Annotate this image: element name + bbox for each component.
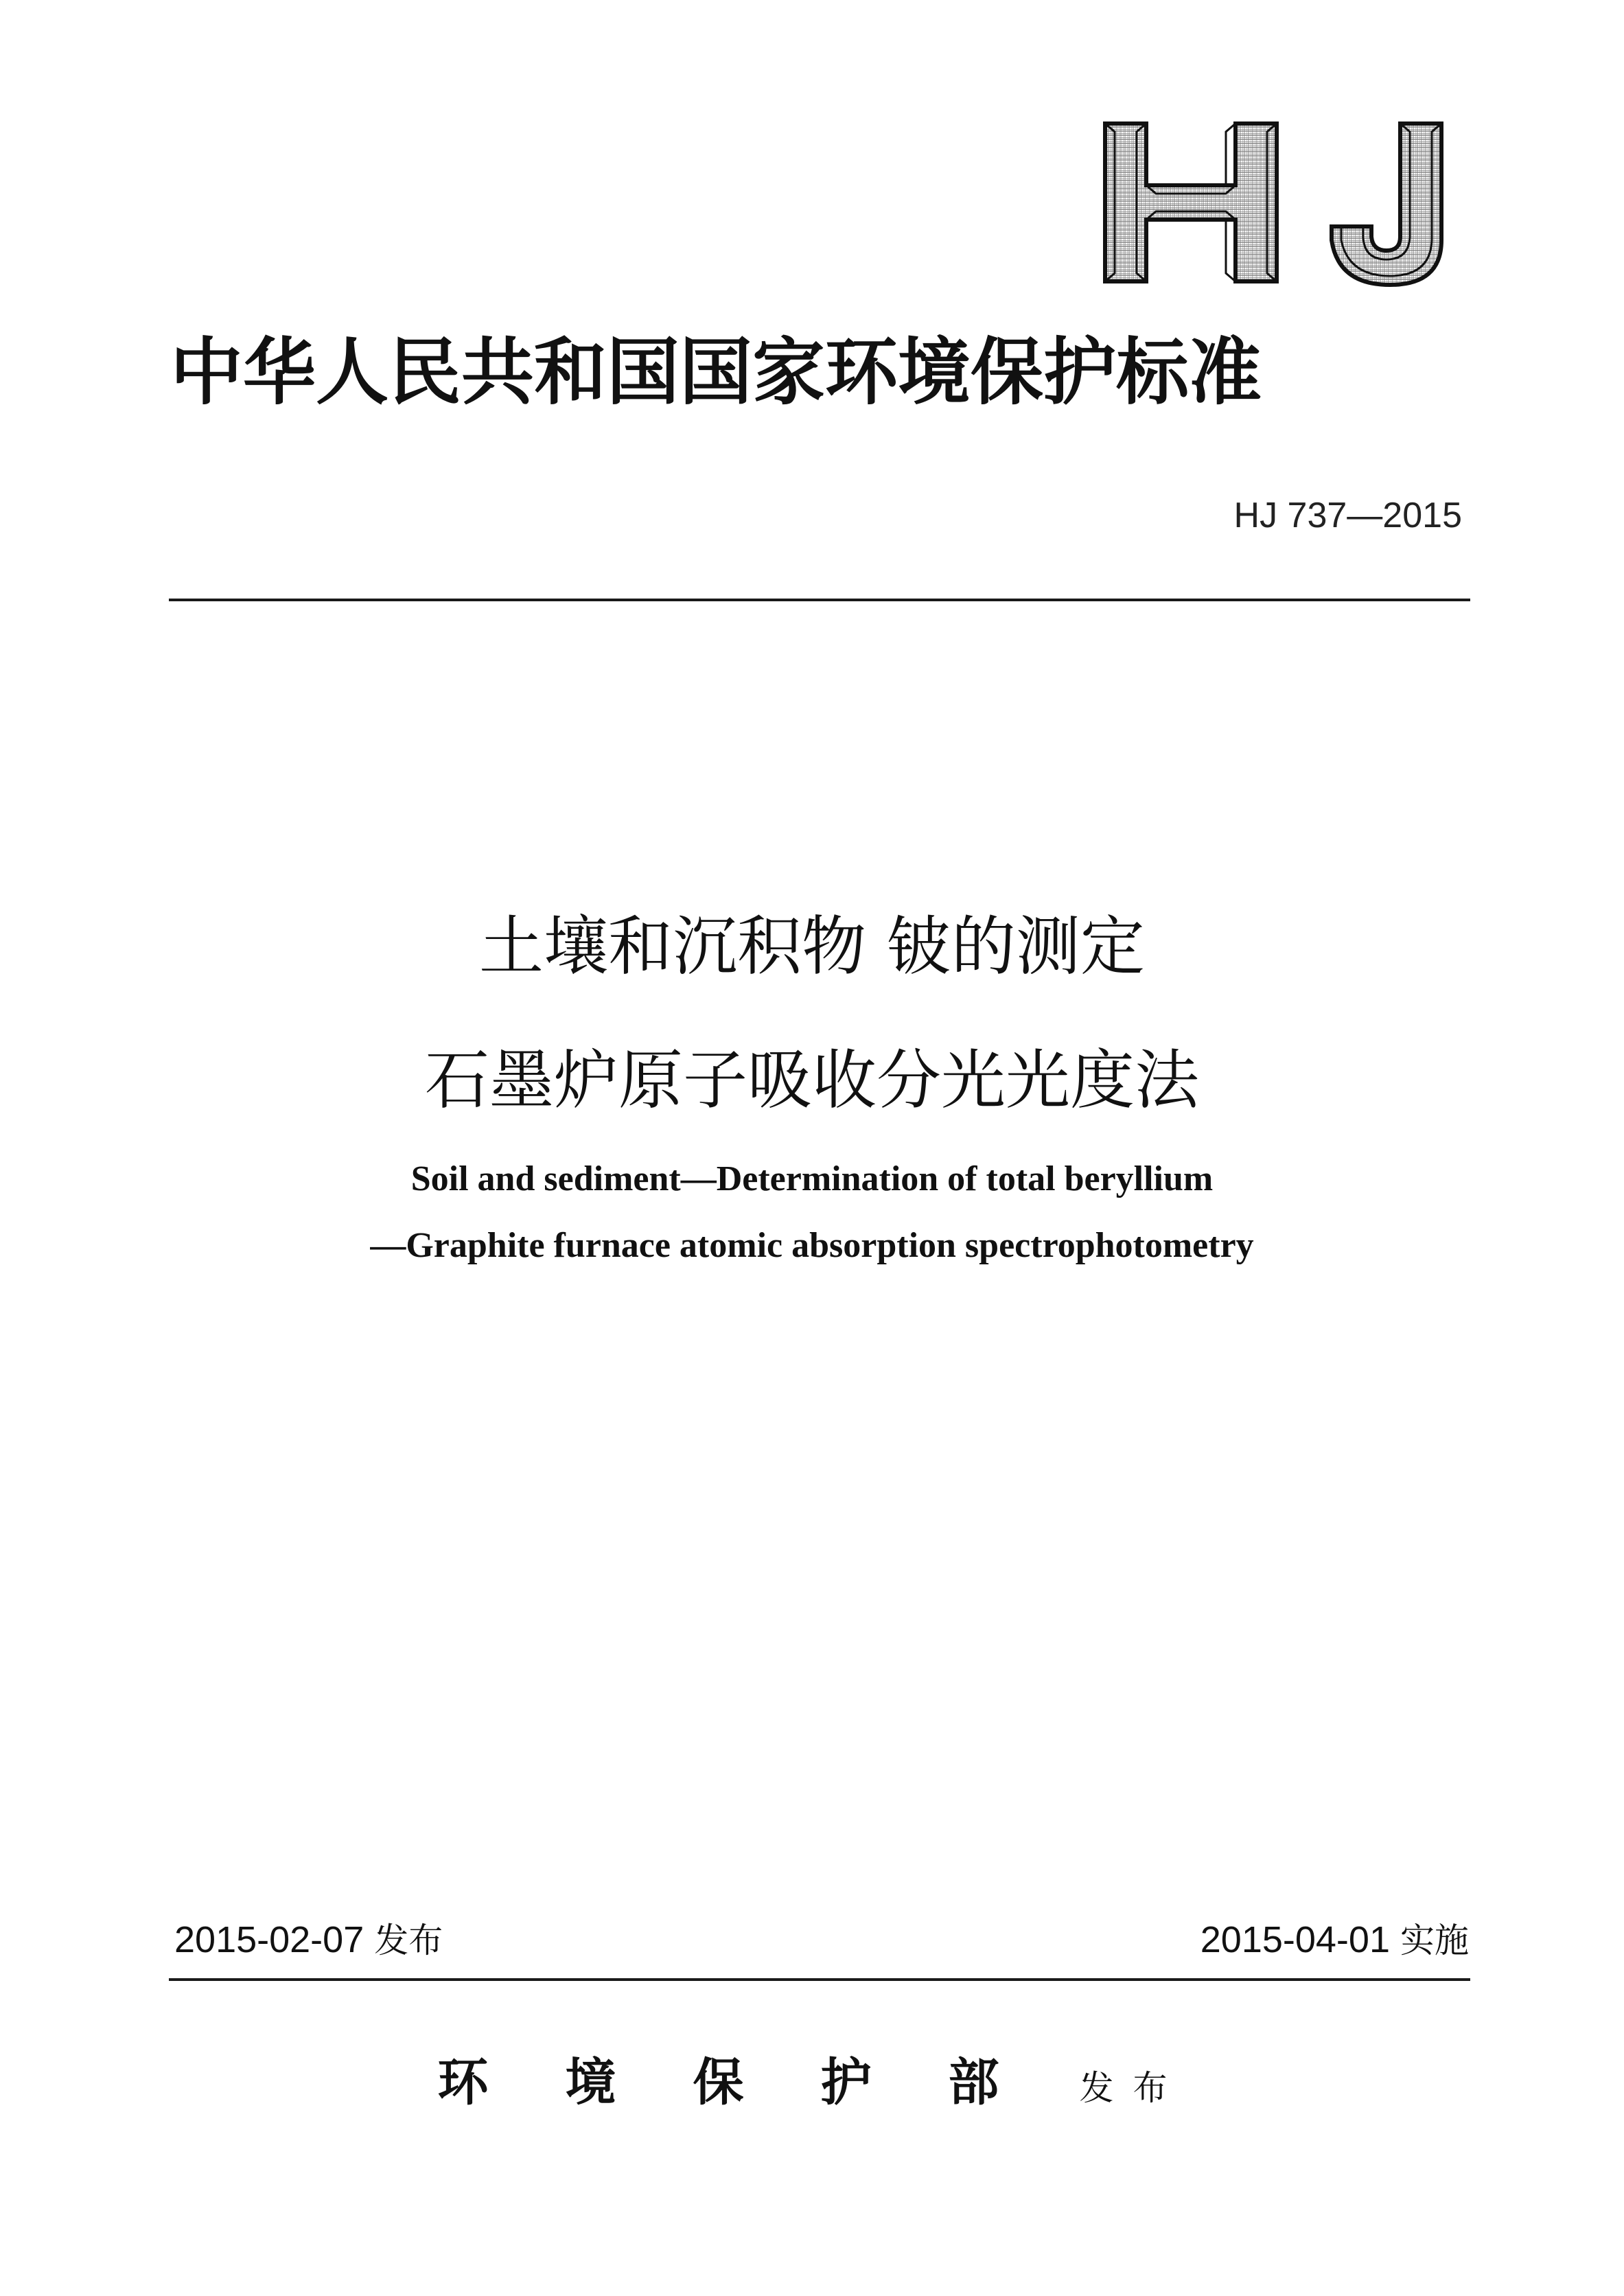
- publisher-label: 发布: [1079, 2068, 1187, 2108]
- title-en-line1: Soil and sediment—Determination of total beryllium: [410, 1159, 1214, 1198]
- title-cn-line1: 土壤和沉积物 铍的测定: [479, 909, 1145, 984]
- title-en-line2: —Graphite furnace atomic absorption spectrophotometry: [370, 1226, 1254, 1265]
- logo-letter-h: [1105, 124, 1277, 281]
- issue-date: 2015-02-07: [174, 1919, 364, 1960]
- publisher-name: 环境保护部: [437, 2053, 1076, 2112]
- bottom-divider: [169, 1978, 1470, 1981]
- top-divider: [169, 599, 1470, 601]
- national-standard-title: 中华人民共和国国家环境保护标准: [170, 329, 1262, 415]
- title-cn-line2: 石墨炉原子吸收分光光度法: [424, 1043, 1199, 1118]
- hj-logo: [1098, 117, 1455, 295]
- standard-number: HJ 737—2015: [1233, 496, 1462, 535]
- publisher-line: [0, 2042, 1624, 2115]
- effective-date-line: [1200, 1912, 1469, 1968]
- effective-label: 实施: [1400, 1921, 1469, 1960]
- logo-letter-j: [1332, 124, 1441, 285]
- issue-label: 发布: [374, 1921, 443, 1960]
- issue-date-line: [174, 1912, 443, 1968]
- effective-date: 2015-04-01: [1200, 1919, 1390, 1960]
